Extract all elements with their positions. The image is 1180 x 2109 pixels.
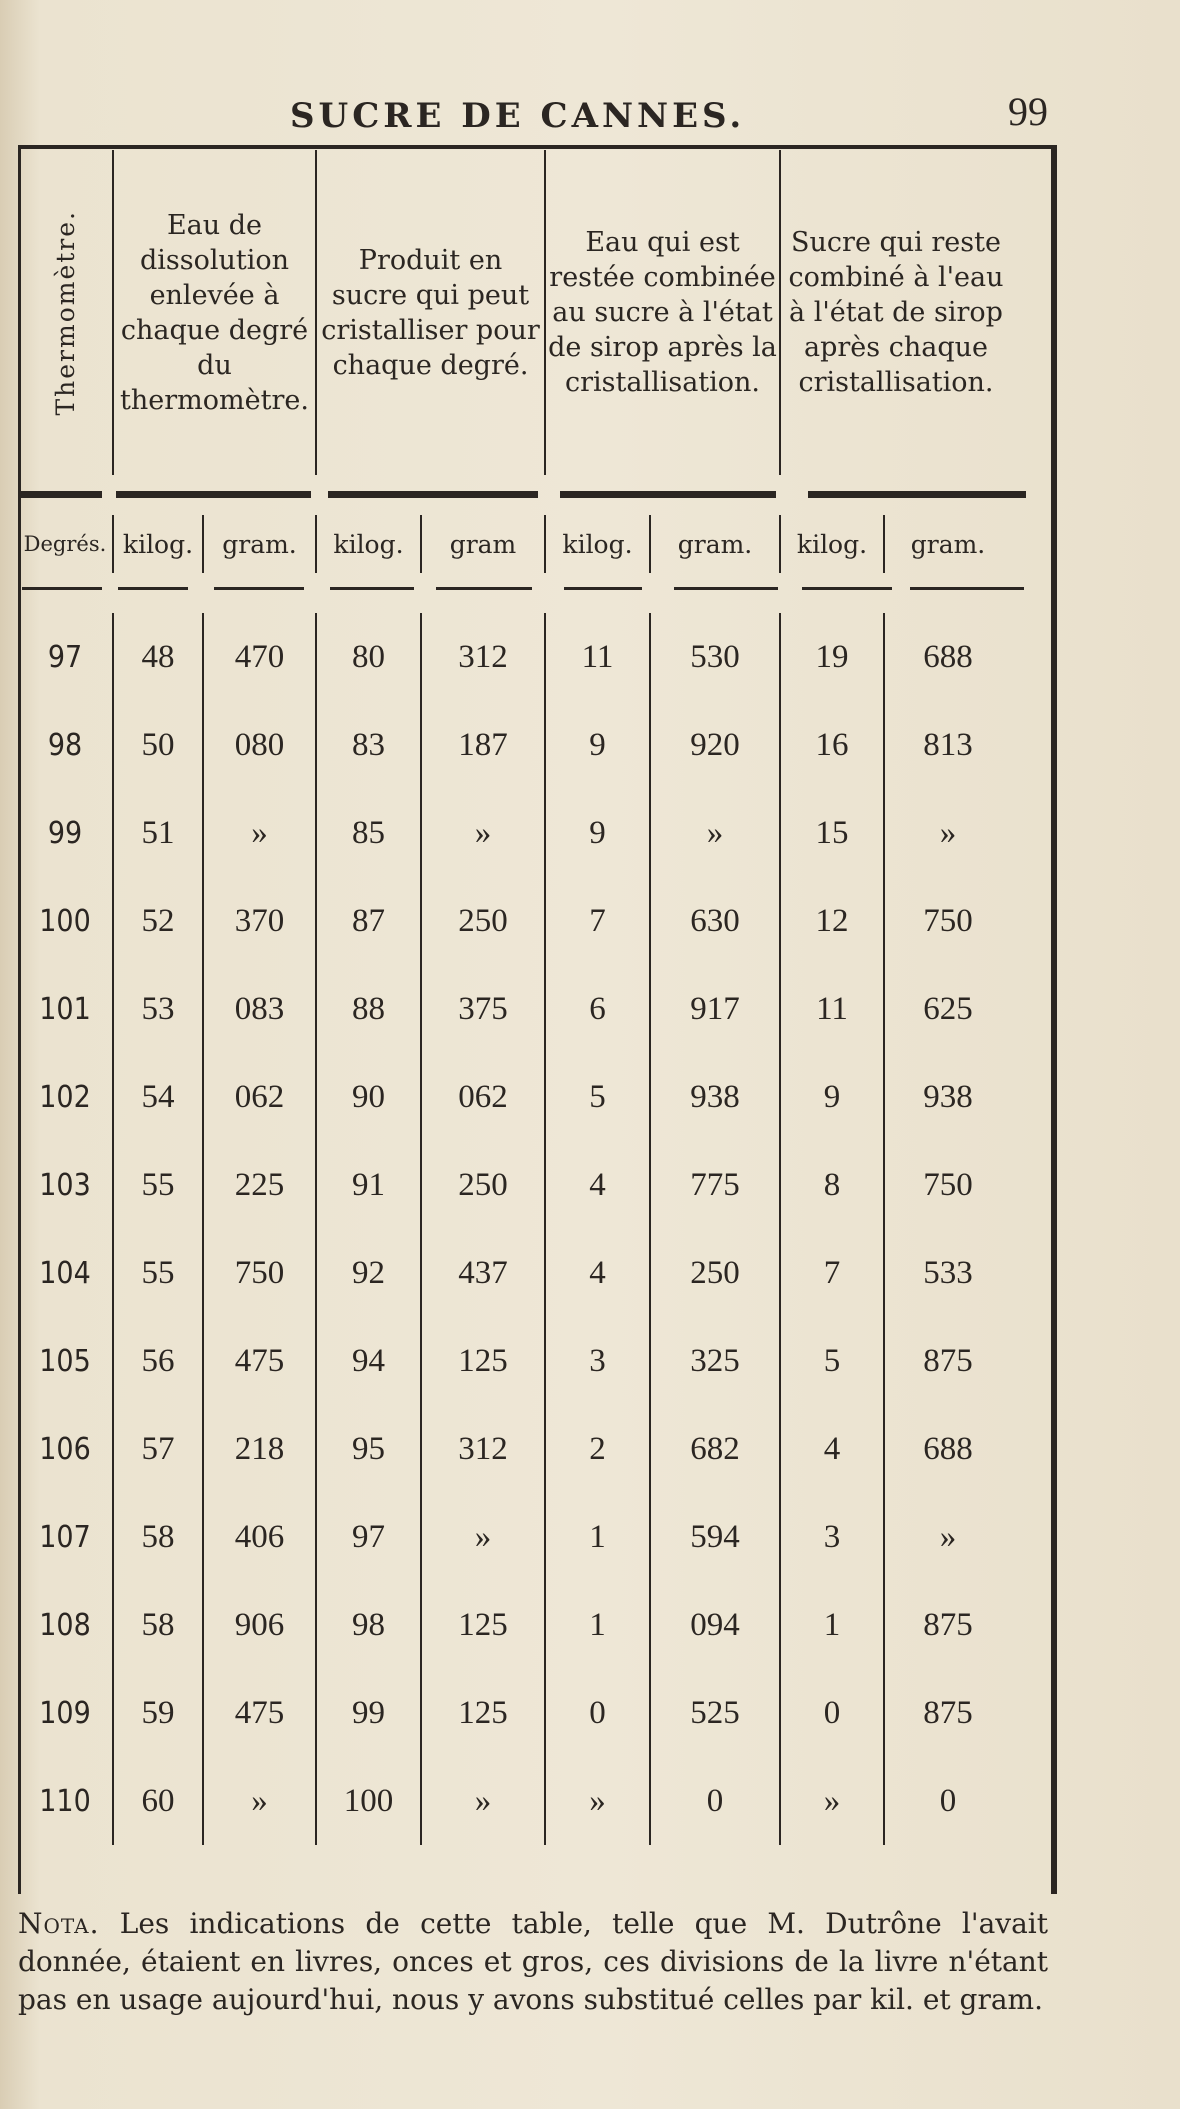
table-cell-degree: 100 — [18, 877, 114, 965]
table-cell-degree: 110 — [18, 1757, 114, 1845]
table-cell-sugar-gram: 250 — [422, 877, 546, 965]
table-cell-water-removed-gram: 750 — [204, 1229, 317, 1317]
table-cell-sugar-remaining-kilog: 11 — [781, 965, 885, 1053]
rule-segment — [118, 587, 188, 590]
table-cell-water-remaining-kilog: 1 — [546, 1493, 651, 1581]
header-thermometer — [18, 150, 114, 475]
table-cell-water-removed-kilog: 53 — [114, 965, 204, 1053]
table-cell-sugar-remaining-gram: » — [939, 814, 957, 851]
table-cell-water-removed-gram: 062 — [204, 1053, 317, 1141]
table-cell-water-remaining-kilog: 4 — [546, 1229, 651, 1317]
unit-degrees: Degrés. — [18, 515, 114, 573]
table-cell-degree: 107 — [18, 1493, 114, 1581]
nota-label: Nota. — [18, 1907, 100, 1940]
table-cell-degree: 104 — [18, 1229, 114, 1317]
table-cell-sugar-remaining-kilog: 5 — [781, 1317, 885, 1405]
table-cell-water-removed-kilog: 60 — [114, 1757, 204, 1845]
table-cell-sugar-remaining-kilog: 7 — [781, 1229, 885, 1317]
table-cell-water-removed-gram: 475 — [204, 1669, 317, 1757]
page-number: 99 — [1008, 89, 1048, 134]
unit-kilog: kilog. — [114, 515, 204, 573]
header-water-remaining: Eau qui est restée combinée au sucre à l'état de sirop après la cristallisation. — [546, 150, 781, 475]
header-water-removed: Eau de dissolution enlevée à chaque degré du thermomètre. — [114, 150, 317, 475]
table-cell-sugar-kilog: 80 — [317, 613, 422, 701]
rule-segment — [214, 587, 304, 590]
table-cell-water-remaining-kilog: 7 — [546, 877, 651, 965]
table-cell-sugar-kilog: 94 — [317, 1317, 422, 1405]
table-cell-water-removed-kilog: 48 — [114, 613, 204, 701]
rule-segment — [910, 587, 1024, 590]
table-cell-sugar-gram: 062 — [422, 1053, 546, 1141]
header-sugar-product: Produit en sucre qui peut cristalliser pour chaque degré. — [317, 150, 546, 475]
table-cell-water-remaining-gram: 920 — [651, 701, 781, 789]
table-cell-water-removed-kilog: 52 — [114, 877, 204, 965]
table-cell-sugar-gram: 312 — [422, 1405, 546, 1493]
table-cell-sugar-remaining-gram: 533 — [923, 1254, 973, 1291]
table-cell-sugar-kilog: 98 — [317, 1581, 422, 1669]
table-cell-water-removed-kilog: 58 — [114, 1493, 204, 1581]
rule-segment — [808, 491, 1026, 498]
table-cell-degree: 98 — [18, 701, 114, 789]
table-cell-sugar-remaining-kilog: 12 — [781, 877, 885, 965]
table-cell-sugar-gram: 125 — [422, 1581, 546, 1669]
table-cell-degree: 102 — [18, 1053, 114, 1141]
running-head — [0, 88, 1180, 138]
rule-segment — [436, 587, 532, 590]
table-cell-sugar-remaining-gram: 875 — [923, 1694, 973, 1731]
table-cell-water-remaining-kilog: 3 — [546, 1317, 651, 1405]
table-cell-water-remaining-gram: 938 — [651, 1053, 781, 1141]
table-cell-sugar-remaining-gram: 0 — [939, 1782, 957, 1819]
table-cell-water-removed-gram: 406 — [204, 1493, 317, 1581]
rule-segment — [330, 587, 414, 590]
unit-kilog: kilog. — [317, 515, 422, 573]
table-cell-sugar-kilog: 87 — [317, 877, 422, 965]
table-cell-sugar-kilog: 95 — [317, 1405, 422, 1493]
table-cell-water-removed-kilog: 56 — [114, 1317, 204, 1405]
rule-segment — [560, 491, 776, 498]
table-cell-sugar-remaining-kilog: 8 — [781, 1141, 885, 1229]
table-cell-sugar-remaining-kilog: 0 — [781, 1669, 885, 1757]
table-cell-water-removed-kilog: 54 — [114, 1053, 204, 1141]
table-cell-degree: 101 — [18, 965, 114, 1053]
table-cell-sugar-gram: 187 — [422, 701, 546, 789]
table-cell-water-removed-gram: 470 — [204, 613, 317, 701]
table-cell-water-remaining-gram: 682 — [651, 1405, 781, 1493]
header-thermometer-label: Thermomètre. — [50, 209, 80, 416]
table-cell-sugar-gram: 125 — [422, 1317, 546, 1405]
table-cell-water-remaining-gram: 775 — [651, 1141, 781, 1229]
table-cell-water-removed-gram: 475 — [204, 1317, 317, 1405]
table-cell-sugar-remaining-gram: 688 — [923, 638, 973, 675]
table-cell-sugar-remaining-gram: 688 — [923, 1430, 973, 1467]
table-cell-sugar-kilog: 97 — [317, 1493, 422, 1581]
table-cell-sugar-remaining-gram: 750 — [923, 902, 973, 939]
unit-kilog: kilog. — [781, 515, 885, 573]
table-cell-water-removed-kilog: 57 — [114, 1405, 204, 1493]
rule-segment — [22, 587, 102, 590]
table-cell-sugar-remaining-gram: 875 — [923, 1342, 973, 1379]
nota-text: Les indications de cette table, telle que M. Dutrône l'avait donnée, étaient en livres, onces et gros, ces divisions de la livre n'étant pas en usage aujourd'hui, nous y avons substitué celles par kil. et gram. — [18, 1907, 1048, 2016]
unit-gram: gram. — [651, 515, 781, 573]
unit-kilog: kilog. — [546, 515, 651, 573]
table-cell-sugar-kilog: 99 — [317, 1669, 422, 1757]
table-cell-water-remaining-gram: 094 — [651, 1581, 781, 1669]
table-cell-degree: 103 — [18, 1141, 114, 1229]
table-cell-sugar-kilog: 90 — [317, 1053, 422, 1141]
table-cell-sugar-remaining-gram: 750 — [923, 1166, 973, 1203]
table-cell-sugar-remaining-kilog: 16 — [781, 701, 885, 789]
unit-gram: gram. — [204, 515, 317, 573]
table-cell-water-removed-gram: » — [204, 789, 317, 877]
table-cell-water-remaining-kilog: 2 — [546, 1405, 651, 1493]
unit-underline-rule — [18, 573, 1011, 613]
table-cell-water-remaining-kilog: 5 — [546, 1053, 651, 1141]
table-cell-water-removed-gram: 080 — [204, 701, 317, 789]
table-cell-sugar-remaining-gram: 875 — [923, 1606, 973, 1643]
table-cell-water-removed-gram: » — [204, 1757, 317, 1845]
table-cell-water-removed-kilog: 59 — [114, 1669, 204, 1757]
table-cell-degree: 106 — [18, 1405, 114, 1493]
table-cell-sugar-remaining-kilog: 4 — [781, 1405, 885, 1493]
table-cell-sugar-remaining-gram: 813 — [923, 726, 973, 763]
table-cell-sugar-kilog: 100 — [317, 1757, 422, 1845]
table-cell-water-removed-gram: 906 — [204, 1581, 317, 1669]
table-cell-sugar-remaining-kilog: 15 — [781, 789, 885, 877]
table-cell-water-remaining-gram: » — [651, 789, 781, 877]
rule-segment — [564, 587, 642, 590]
table-cell-sugar-kilog: 92 — [317, 1229, 422, 1317]
table-cell-water-remaining-gram: 525 — [651, 1669, 781, 1757]
table-cell-water-removed-kilog: 51 — [114, 789, 204, 877]
table-cell-water-remaining-gram: 250 — [651, 1229, 781, 1317]
table-cell-water-remaining-kilog: 9 — [546, 701, 651, 789]
sugar-crystallisation-table — [18, 150, 1054, 1845]
table-cell-water-removed-kilog: 58 — [114, 1581, 204, 1669]
table-cell-water-remaining-kilog: 9 — [546, 789, 651, 877]
table-cell-sugar-remaining-kilog: 3 — [781, 1493, 885, 1581]
table-cell-degree: 99 — [18, 789, 114, 877]
rule-segment — [674, 587, 778, 590]
table-cell-water-remaining-kilog: 6 — [546, 965, 651, 1053]
table-cell-degree: 97 — [18, 613, 114, 701]
unit-gram: gram — [422, 515, 546, 573]
table-cell-sugar-remaining-gram: » — [939, 1518, 957, 1555]
table-cell-sugar-gram: 437 — [422, 1229, 546, 1317]
table-cell-sugar-remaining-kilog: 19 — [781, 613, 885, 701]
table-cell-water-remaining-gram: 917 — [651, 965, 781, 1053]
table-cell-water-remaining-gram: 530 — [651, 613, 781, 701]
table-cell-water-remaining-kilog: 1 — [546, 1581, 651, 1669]
table-cell-water-remaining-kilog: 0 — [546, 1669, 651, 1757]
rule-segment — [116, 491, 311, 498]
header-sugar-remaining: Sucre qui reste combiné à l'eau à l'état de sirop après chaque cristallisation. — [788, 227, 1004, 398]
unit-gram: gram. — [910, 529, 986, 559]
table-cell-sugar-remaining-kilog: 9 — [781, 1053, 885, 1141]
nota-footnote — [18, 1905, 1048, 2019]
table-cell-degree: 109 — [18, 1669, 114, 1757]
table-cell-sugar-remaining-kilog: » — [781, 1757, 885, 1845]
table-cell-water-remaining-kilog: » — [546, 1757, 651, 1845]
table-cell-sugar-remaining-gram: 938 — [923, 1078, 973, 1115]
rule-segment — [802, 587, 892, 590]
table-cell-sugar-gram: 125 — [422, 1669, 546, 1757]
rule-segment — [18, 491, 102, 498]
table-cell-water-removed-gram: 218 — [204, 1405, 317, 1493]
table-cell-water-remaining-gram: 325 — [651, 1317, 781, 1405]
table-cell-sugar-remaining-gram: 625 — [923, 990, 973, 1027]
table-cell-degree: 105 — [18, 1317, 114, 1405]
table-cell-water-removed-gram: 225 — [204, 1141, 317, 1229]
table-cell-sugar-gram: 312 — [422, 613, 546, 701]
table-cell-sugar-kilog: 88 — [317, 965, 422, 1053]
header-thick-rule — [18, 475, 1011, 515]
table-cell-sugar-remaining-kilog: 1 — [781, 1581, 885, 1669]
table-cell-water-removed-gram: 370 — [204, 877, 317, 965]
table-cell-sugar-gram: » — [422, 1757, 546, 1845]
running-title: SUCRE DE CANNES. — [290, 96, 746, 136]
table-cell-sugar-kilog: 83 — [317, 701, 422, 789]
table-cell-water-removed-kilog: 50 — [114, 701, 204, 789]
table-cell-sugar-kilog: 91 — [317, 1141, 422, 1229]
table-cell-sugar-gram: » — [422, 789, 546, 877]
table-cell-sugar-gram: 375 — [422, 965, 546, 1053]
table-cell-water-removed-gram: 083 — [204, 965, 317, 1053]
rule-segment — [328, 491, 538, 498]
table-cell-water-removed-kilog: 55 — [114, 1229, 204, 1317]
table-cell-water-remaining-kilog: 11 — [546, 613, 651, 701]
table-cell-water-remaining-gram: 594 — [651, 1493, 781, 1581]
table-cell-water-remaining-kilog: 4 — [546, 1141, 651, 1229]
table-cell-sugar-kilog: 85 — [317, 789, 422, 877]
table-cell-sugar-gram: 250 — [422, 1141, 546, 1229]
table-cell-sugar-gram: » — [422, 1493, 546, 1581]
table-cell-water-removed-kilog: 55 — [114, 1141, 204, 1229]
table-cell-degree: 108 — [18, 1581, 114, 1669]
table-cell-water-remaining-gram: 630 — [651, 877, 781, 965]
table-cell-water-remaining-gram: 0 — [651, 1757, 781, 1845]
